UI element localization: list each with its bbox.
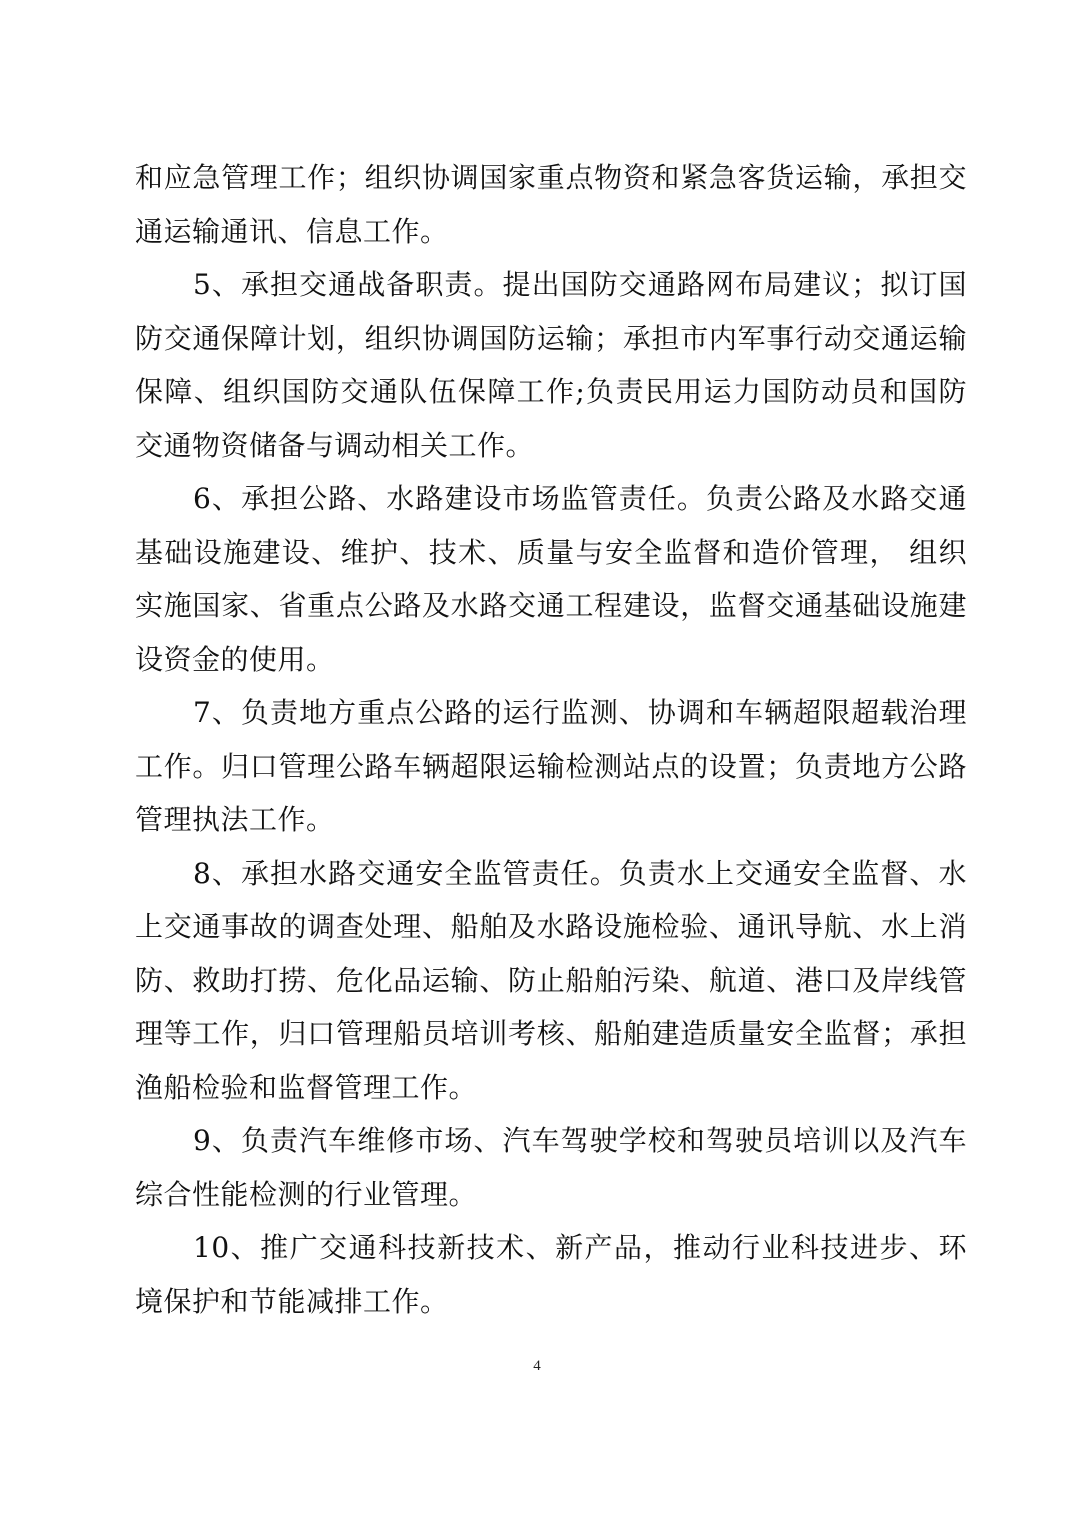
paragraph-continuation: 和应急管理工作；组织协调国家重点物资和紧急客货运输，承担交通运输通讯、信息工作。 [135,161,967,248]
paragraph-item-7: 7、负责地方重点公路的运行监测、协调和车辆超限超载治理工作。归口管理公路车辆超限运输检测站点的设置；负责地方公路管理执法工作。 [135,696,967,836]
document-body [135,151,967,1328]
paragraph-item-6: 6、承担公路、水路建设市场监管责任。负责公路及水路交通基础设施建设、维护、技术、质量与安全监督和造价管理， 组织实施国家、省重点公路及水路交通工程建设，监督交通基础设施建设资金的使用。 [135,482,967,676]
page-number: 4 [533,1358,541,1374]
paragraph-item-8: 8、承担水路交通安全监管责任。负责水上交通安全监督、水上交通事故的调查处理、船舶及水路设施检验、通讯导航、水上消防、救助打捞、危化品运输、防止船舶污染、航道、港口及岸线管理等工作，归口管理船员培训考核、船舶建造质量安全监督；承担渔船检验和监督管理工作。 [135,856,967,1104]
paragraph-item-5: 5、承担交通战备职责。提出国防交通路网布局建议；拟订国防交通保障计划，组织协调国防运输；承担市内军事行动交通运输保障、组织国防交通队伍保障工作;负责民用运力国防动员和国防交通物资储备与调动相关工作。 [135,268,967,462]
paragraph-item-9: 9、负责汽车维修市场、汽车驾驶学校和驾驶员培训以及汽车综合性能检测的行业管理。 [135,1124,967,1211]
paragraph-item-10: 10、推广交通科技新技术、新产品，推动行业科技进步、环境保护和节能减排工作。 [135,1231,967,1318]
